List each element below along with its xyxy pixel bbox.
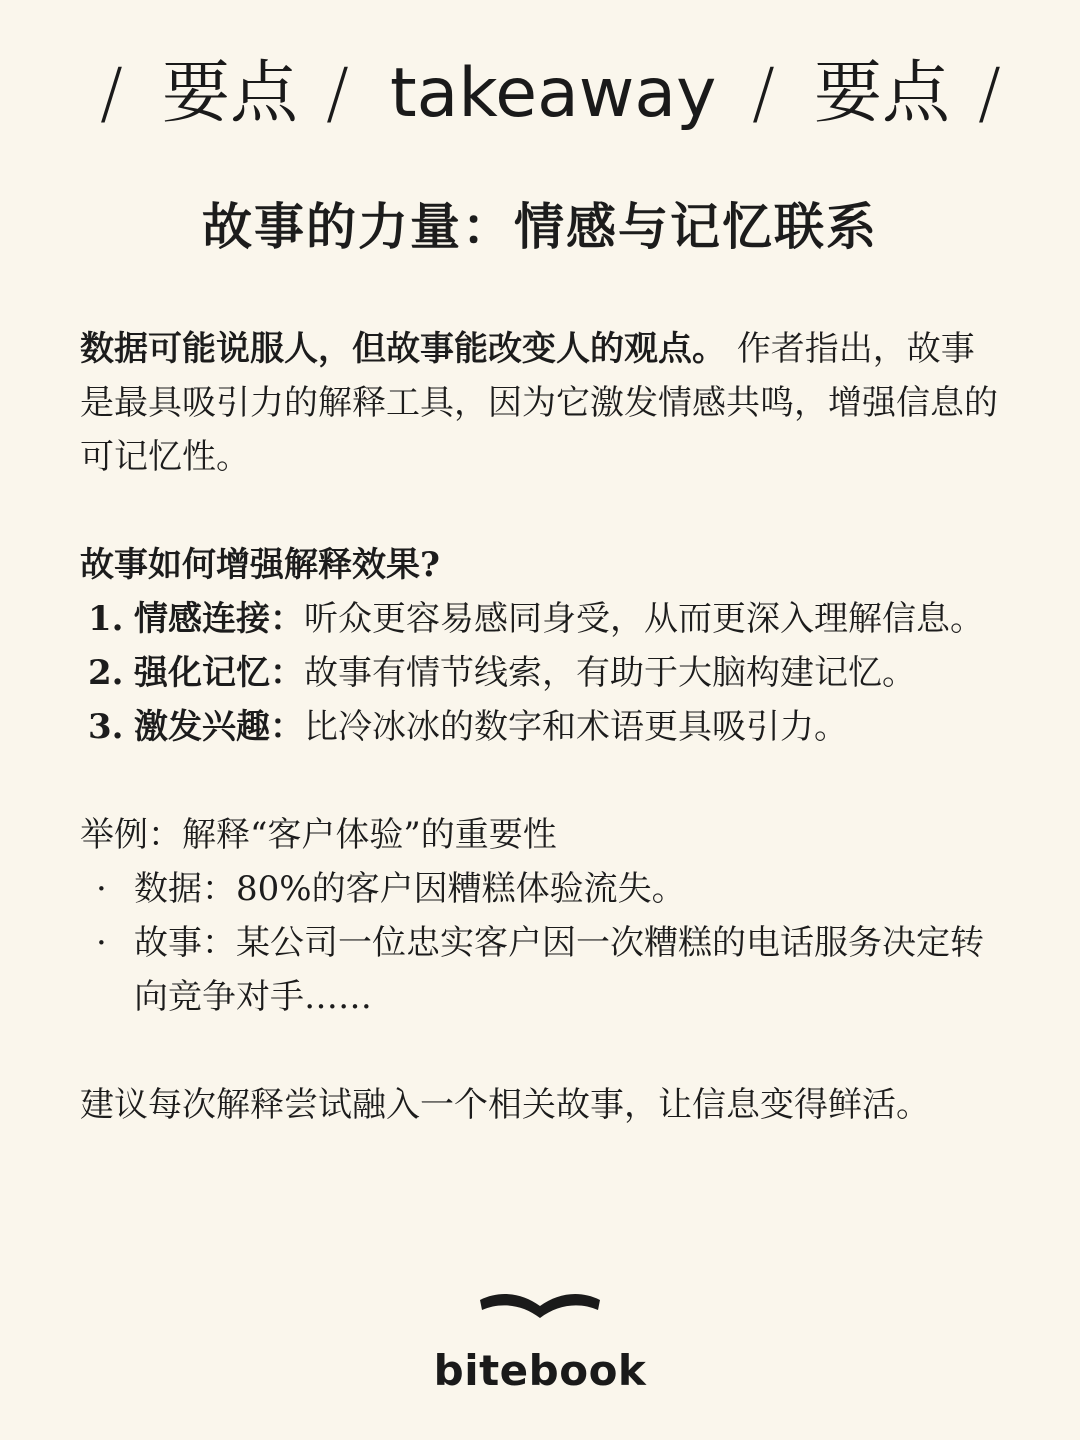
- bullet-dot: ·: [96, 869, 107, 909]
- example-text: 故事：某公司一位忠实客户因一次糟糕的电话服务决定转向竞争对手……: [134, 923, 984, 1017]
- example-title: 举例：解释“客户体验”的重要性: [80, 815, 557, 855]
- open-book-icon: [478, 1290, 602, 1330]
- header-center-word: takeaway: [390, 54, 717, 133]
- page-title: 故事的力量：情感与记忆联系: [202, 197, 878, 256]
- list-item: [80, 700, 1000, 754]
- item-text: 听众更容易感同身受，从而更深入理解信息。: [304, 599, 984, 639]
- intro-text: 作者指出，故事是最具吸引力的解释工具，因为它激发情感共鸣，增强信息的可记忆性。: [80, 329, 998, 477]
- intro-bold-text: 数据可能说服人，但故事能改变人的观点。: [80, 329, 726, 369]
- intro-paragraph: [80, 322, 1000, 484]
- item-text: 故事有情节线索，有助于大脑构建记忆。: [304, 653, 916, 693]
- list-item: [80, 592, 1000, 646]
- header-slash: /: [326, 54, 349, 133]
- item-number: 3.: [88, 707, 124, 747]
- header-slash: /: [752, 54, 775, 133]
- list-item: [80, 862, 1000, 916]
- header-slash: /: [978, 54, 1001, 133]
- list-item: [80, 916, 1000, 1024]
- example-list: [80, 862, 1000, 1024]
- item-term: 强化记忆：: [134, 653, 304, 693]
- suggestion-paragraph: 建议每次解释尝试融入一个相关故事，让信息变得鲜活。: [80, 1085, 930, 1125]
- list-item: [80, 646, 1000, 700]
- brand-name: bitebook: [433, 1346, 647, 1395]
- header-left-word: 要点: [162, 54, 299, 133]
- header-right-word: 要点: [814, 54, 951, 133]
- item-number: 1.: [88, 599, 124, 639]
- content: [80, 322, 1000, 1132]
- section-title: 故事如何增强解释效果?: [80, 545, 440, 585]
- brand-logo: [0, 1290, 1080, 1396]
- item-term: 激发兴趣：: [134, 707, 304, 747]
- item-term: 情感连接：: [134, 599, 304, 639]
- item-text: 比冷冰冰的数字和术语更具吸引力。: [304, 707, 848, 747]
- steps-list: [80, 592, 1000, 754]
- header-slash: /: [100, 54, 123, 133]
- example-text: 数据：80%的客户因糟糕体验流失。: [134, 869, 686, 909]
- header: [0, 52, 1080, 142]
- item-number: 2.: [88, 653, 124, 693]
- bullet-dot: ·: [96, 923, 107, 963]
